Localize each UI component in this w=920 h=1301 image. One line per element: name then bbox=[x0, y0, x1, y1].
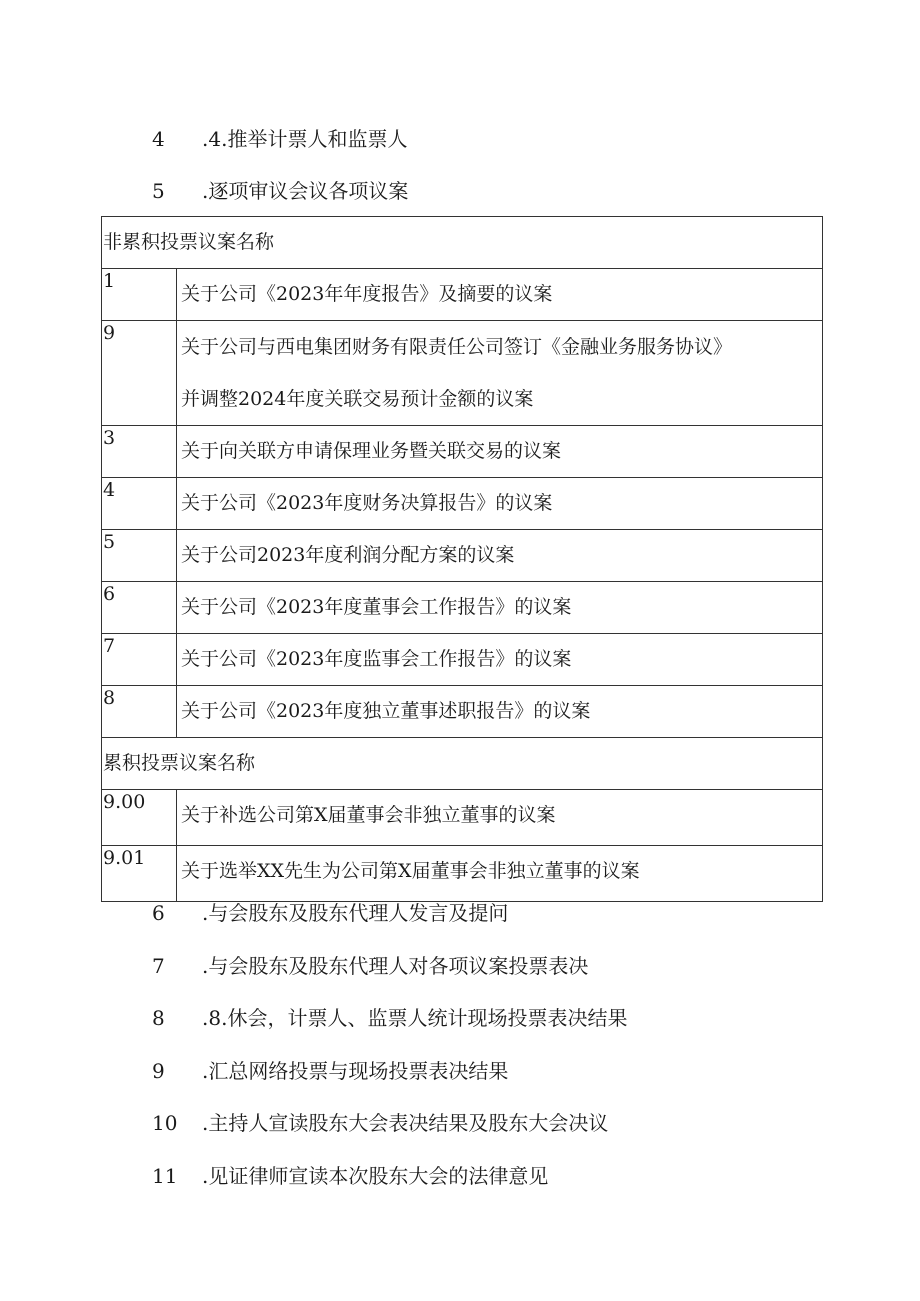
agenda-text: .汇总网络投票与现场投票表决结果 bbox=[202, 1059, 509, 1083]
proposal-number: 9.00 bbox=[102, 790, 177, 846]
proposal-number: 9.01 bbox=[102, 846, 177, 902]
non-cumulative-heading: 非累积投票议案名称 bbox=[102, 217, 823, 269]
agenda-number: 7 bbox=[152, 954, 165, 978]
proposal-number: 3 bbox=[102, 426, 177, 478]
agenda-number: 11 bbox=[152, 1164, 178, 1188]
agenda-item bbox=[0, 898, 920, 928]
agenda-text: .逐项审议会议各项议案 bbox=[202, 179, 409, 203]
proposal-number: 5 bbox=[102, 530, 177, 582]
table-row bbox=[102, 686, 823, 738]
agenda-item bbox=[0, 124, 920, 154]
proposal-number: 4 bbox=[102, 478, 177, 530]
section-header-row bbox=[102, 738, 823, 790]
agenda-item bbox=[0, 1108, 920, 1138]
proposal-name: 关于公司《2023年度财务决算报告》的议案 bbox=[177, 478, 823, 530]
proposal-name-line: 并调整2024年度关联交易预计金额的议案 bbox=[181, 388, 534, 410]
table-row bbox=[102, 478, 823, 530]
table-row bbox=[102, 634, 823, 686]
proposal-number: 9 bbox=[102, 321, 177, 426]
agenda-text: .与会股东及股东代理人对各项议案投票表决 bbox=[202, 954, 589, 978]
proposal-name: 关于公司《2023年年度报告》及摘要的议案 bbox=[177, 269, 823, 321]
agenda-item bbox=[0, 1161, 920, 1191]
agenda-item bbox=[0, 951, 920, 981]
proposal-name: 关于公司《2023年度监事会工作报告》的议案 bbox=[177, 634, 823, 686]
proposal-number: 6 bbox=[102, 582, 177, 634]
proposal-name bbox=[177, 321, 823, 426]
agenda-item bbox=[0, 1056, 920, 1086]
agenda-text: .主持人宣读股东大会表决结果及股东大会决议 bbox=[202, 1111, 609, 1135]
table-row bbox=[102, 426, 823, 478]
table-row bbox=[102, 321, 823, 426]
proposal-name: 关于选举XX先生为公司第X届董事会非独立董事的议案 bbox=[177, 846, 823, 902]
agenda-text: .8.休会，计票人、监票人统计现场投票表决结果 bbox=[202, 1006, 628, 1030]
proposal-name: 关于公司2023年度利润分配方案的议案 bbox=[177, 530, 823, 582]
proposal-number: 8 bbox=[102, 686, 177, 738]
agenda-text: .与会股东及股东代理人发言及提问 bbox=[202, 901, 509, 925]
proposal-number: 7 bbox=[102, 634, 177, 686]
proposal-name: 关于公司《2023年度董事会工作报告》的议案 bbox=[177, 582, 823, 634]
proposal-name: 关于向关联方申请保理业务暨关联交易的议案 bbox=[177, 426, 823, 478]
agenda-number: 5 bbox=[152, 179, 165, 203]
table-row bbox=[102, 846, 823, 902]
agenda-number: 4 bbox=[152, 127, 165, 151]
proposal-number: 1 bbox=[102, 269, 177, 321]
agenda-text: .4.推举计票人和监票人 bbox=[202, 127, 408, 151]
agenda-number: 8 bbox=[152, 1006, 165, 1030]
table-row bbox=[102, 582, 823, 634]
agenda-number: 10 bbox=[152, 1111, 178, 1135]
agenda-number: 6 bbox=[152, 901, 165, 925]
agenda-number: 9 bbox=[152, 1059, 165, 1083]
table-row bbox=[102, 269, 823, 321]
table-row bbox=[102, 790, 823, 846]
agenda-text: .见证律师宣读本次股东大会的法律意见 bbox=[202, 1164, 549, 1188]
proposals-table bbox=[101, 216, 823, 902]
table-row bbox=[102, 530, 823, 582]
proposal-name-line: 关于公司与西电集团财务有限责任公司签订《金融业务服务协议》 bbox=[181, 336, 733, 358]
section-header-row bbox=[102, 217, 823, 269]
agenda-item bbox=[0, 1003, 920, 1033]
cumulative-heading: 累积投票议案名称 bbox=[102, 738, 823, 790]
agenda-item bbox=[0, 176, 920, 206]
proposal-name: 关于补选公司第X届董事会非独立董事的议案 bbox=[177, 790, 823, 846]
proposal-name: 关于公司《2023年度独立董事述职报告》的议案 bbox=[177, 686, 823, 738]
